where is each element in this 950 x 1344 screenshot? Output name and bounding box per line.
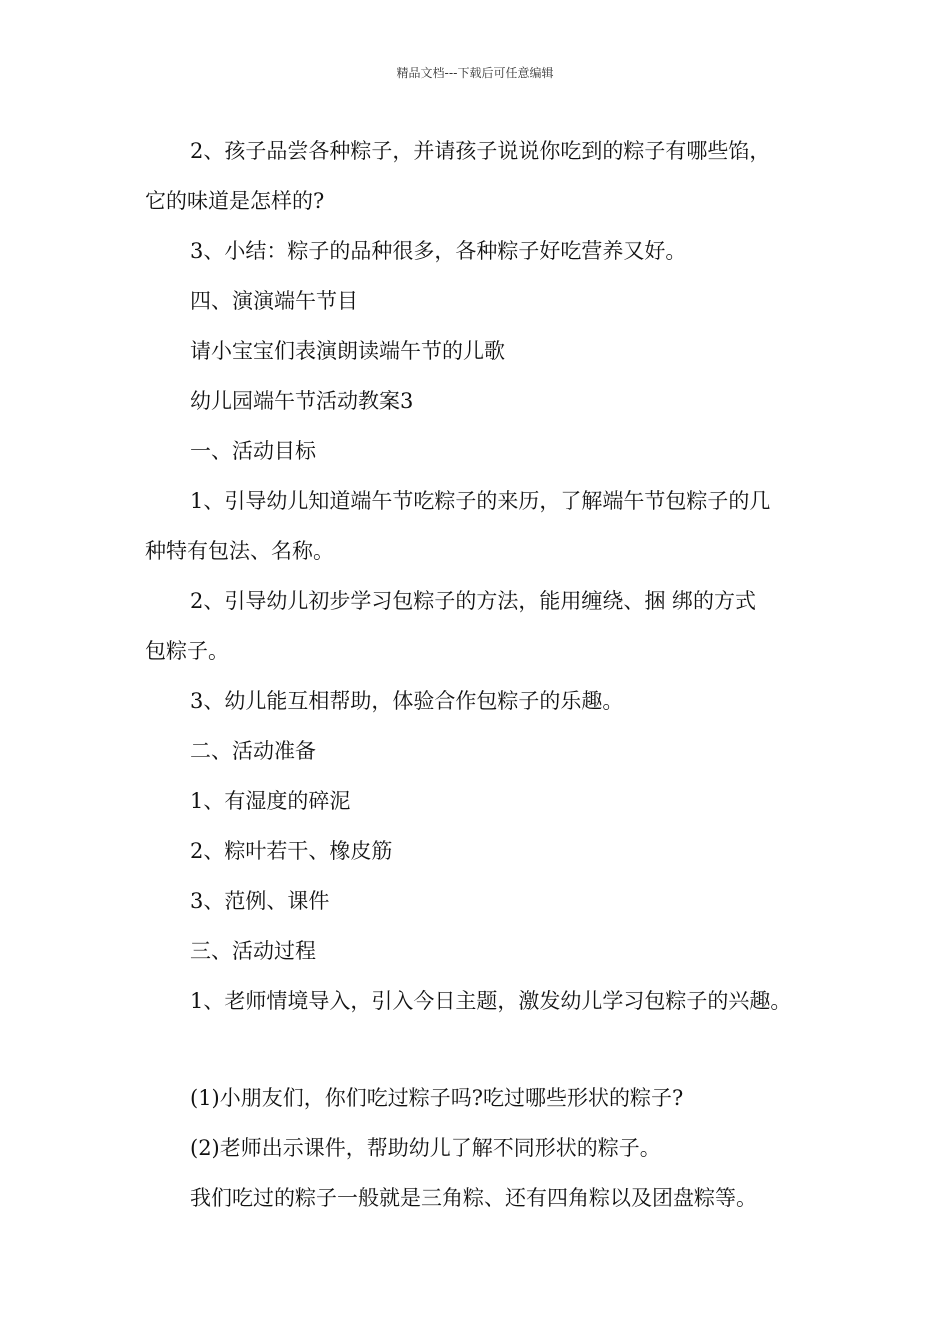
paragraph-line: 它的味道是怎样的?: [145, 189, 325, 213]
paragraph-line: 种特有包法、名称。: [145, 539, 334, 563]
paragraph-line: 3、幼儿能互相帮助，体验合作包粽子的乐趣。: [190, 689, 624, 713]
section-heading: 二、活动准备: [190, 739, 316, 763]
section-heading: 一、活动目标: [190, 439, 316, 463]
paragraph-line: 1、引导幼儿知道端午节吃粽子的来历，了解端午节包粽子的几: [190, 489, 771, 513]
list-item: 1、有湿度的碎泥: [190, 789, 351, 813]
section-heading: 三、活动过程: [190, 939, 316, 963]
paragraph-line: (2)老师出示课件，帮助幼儿了解不同形状的粽子。: [190, 1136, 661, 1160]
list-item: 3、范例、课件: [190, 889, 330, 913]
section-heading: 四、演演端午节目: [190, 289, 358, 313]
paragraph-line: 请小宝宝们表演朗读端午节的儿歌: [190, 339, 505, 363]
list-item: 2、粽叶若干、橡皮筋: [190, 839, 393, 863]
paragraph-line: 2、引导幼儿初步学习包粽子的方法，能用缠绕、捆 绑的方式: [190, 589, 757, 613]
paragraph-line: 1、老师情境导入，引入今日主题，激发幼儿学习包粽子的兴趣。: [190, 989, 792, 1013]
page-header: 精品文档---下载后可任意编辑: [396, 66, 554, 80]
paragraph-line: 2、孩子品尝各种粽子，并请孩子说说你吃到的粽子有哪些馅，: [190, 139, 771, 163]
document-title: 幼儿园端午节活动教案3: [190, 389, 414, 413]
paragraph-line: 我们吃过的粽子一般就是三角粽、还有四角粽以及团盘粽等。: [190, 1186, 757, 1210]
paragraph-line: 包粽子。: [145, 639, 229, 663]
paragraph-line: 3、小结：粽子的品种很多，各种粽子好吃营养又好。: [190, 239, 687, 263]
paragraph-line: (1)小朋友们，你们吃过粽子吗?吃过哪些形状的粽子?: [190, 1086, 684, 1110]
